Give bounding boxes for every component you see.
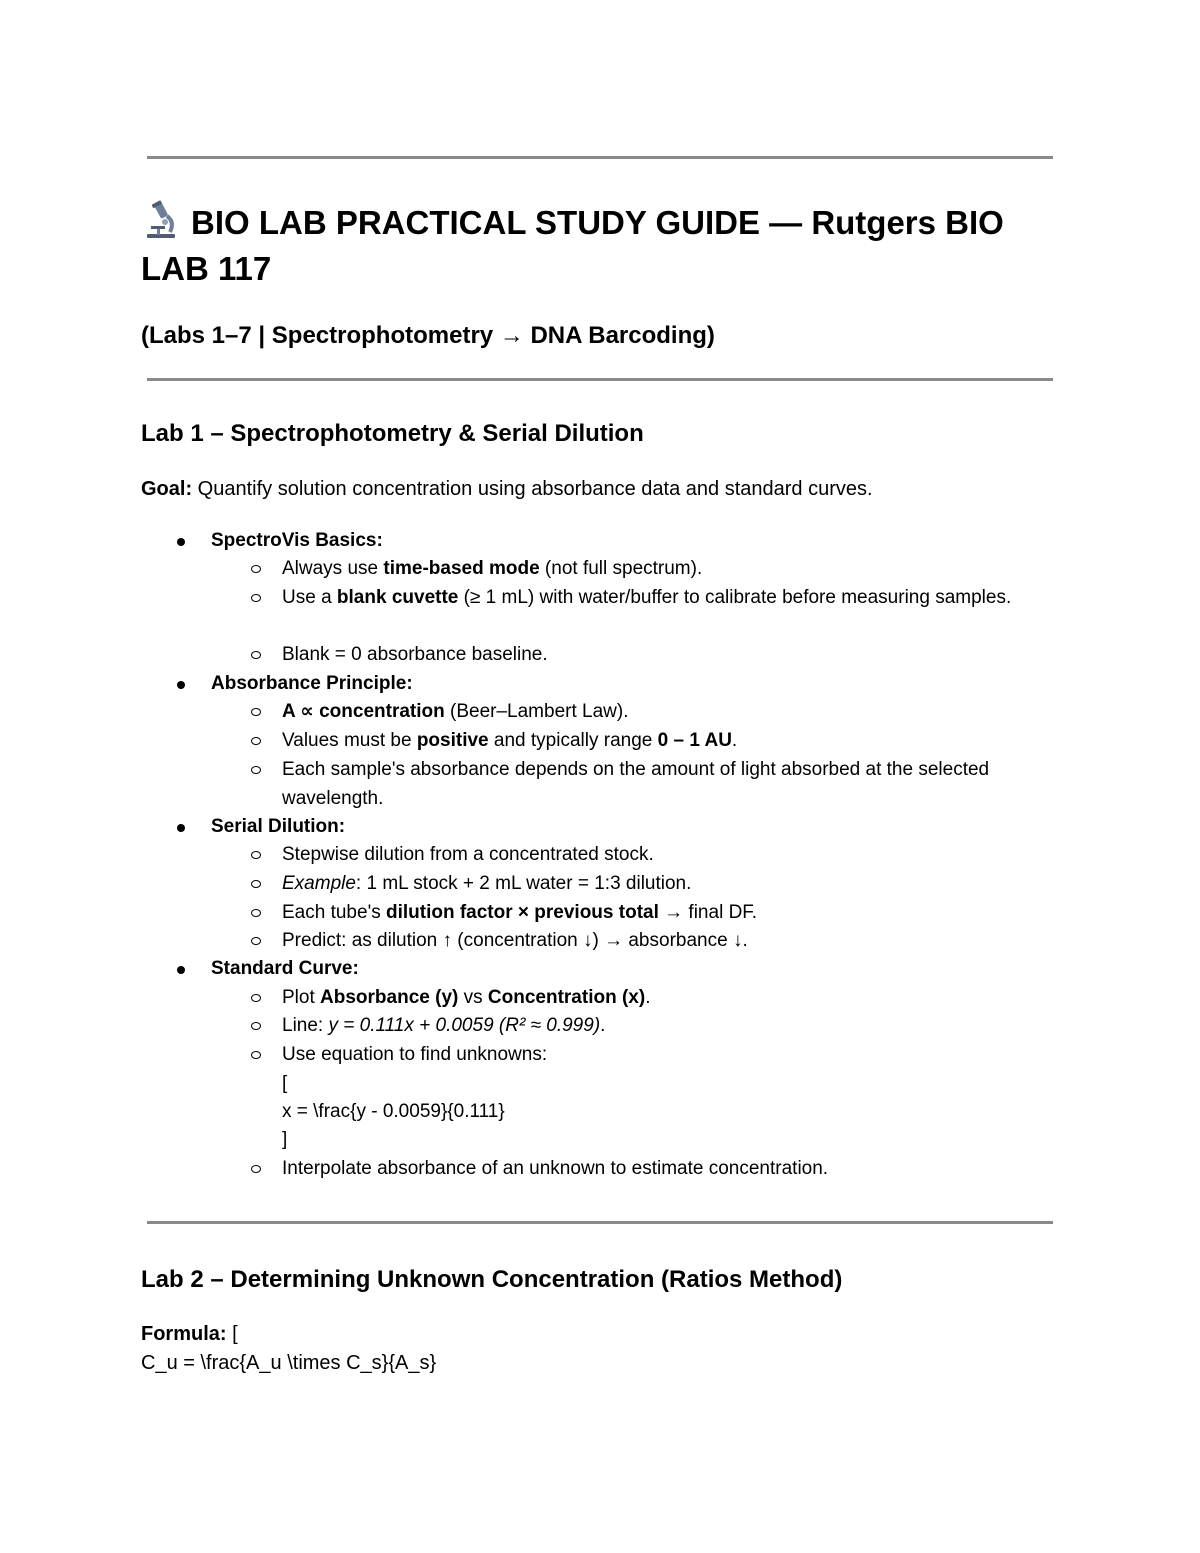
- list-subitem: Use a blank cuvette (≥ 1 mL) with water/buffer to calibrate before measuring samples.: [282, 584, 1042, 613]
- list-subitem: Each sample's absorbance depends on the amount of light absorbed at the selected wavelength.: [282, 756, 1042, 813]
- goal-text: Quantify solution concentration using absorbance data and standard curves.: [192, 478, 873, 500]
- list-subitem: Use equation to find unknowns:: [282, 1041, 1042, 1070]
- page-title: [141, 200, 1041, 292]
- list-subitem: Always use time-based mode (not full spectrum).: [282, 555, 1042, 584]
- list-subitem: Predict: as dilution ↑ (concentration ↓) → absorbance ↓.: [282, 927, 1042, 956]
- lab2-formula: Formula: [: [141, 1323, 238, 1345]
- list-subitem: Line: y = 0.111x + 0.0059 (R² ≈ 0.999).: [282, 1012, 1042, 1041]
- list-subitem: Values must be positive and typically range 0 – 1 AU.: [282, 727, 1042, 756]
- equation-open: [: [282, 1073, 288, 1094]
- list-subitem: Interpolate absorbance of an unknown to estimate concentration.: [282, 1155, 1042, 1184]
- list-item-spectrovis: SpectroVis Basics:: [211, 527, 383, 555]
- lab2-heading: Lab 2 – Determining Unknown Concentration (Ratios Method): [141, 1266, 843, 1293]
- list-subitem: Example: 1 mL stock + 2 mL water = 1:3 dilution.: [282, 870, 1042, 899]
- equation-close: ]: [282, 1129, 288, 1150]
- divider-1: [147, 378, 1053, 381]
- list-subitem: A ∝ concentration (Beer–Lambert Law).: [282, 698, 1042, 727]
- microscope-icon: [141, 200, 181, 240]
- list-item-absorbance: Absorbance Principle:: [211, 670, 413, 698]
- page-subtitle: (Labs 1–7 | Spectrophotometry → DNA Barcoding): [141, 322, 715, 349]
- list-item-standard-curve: Standard Curve:: [211, 955, 359, 983]
- list-subitem: Blank = 0 absorbance baseline.: [282, 641, 1042, 670]
- lab1-heading: Lab 1 – Spectrophotometry & Serial Dilution: [141, 420, 644, 447]
- list-subitem: Stepwise dilution from a concentrated stock.: [282, 841, 1042, 870]
- list-subitem: Plot Absorbance (y) vs Concentration (x).: [282, 984, 1042, 1013]
- formula-label: Formula:: [141, 1323, 227, 1345]
- lab1-goal: [141, 475, 873, 503]
- list-subitem: Each tube's dilution factor × previous total → final DF.: [282, 899, 1042, 928]
- page-title-text: BIO LAB PRACTICAL STUDY GUIDE — Rutgers BIO LAB 117: [141, 204, 1004, 287]
- divider-top: [147, 156, 1053, 159]
- divider-2: [147, 1221, 1053, 1224]
- list-item-serial-dilution: Serial Dilution:: [211, 813, 345, 841]
- equation-body: x = \frac{y - 0.0059}{0.111}: [282, 1101, 505, 1122]
- lab2-formula-body: C_u = \frac{A_u \times C_s}{A_s}: [141, 1352, 437, 1374]
- goal-label: Goal:: [141, 478, 193, 500]
